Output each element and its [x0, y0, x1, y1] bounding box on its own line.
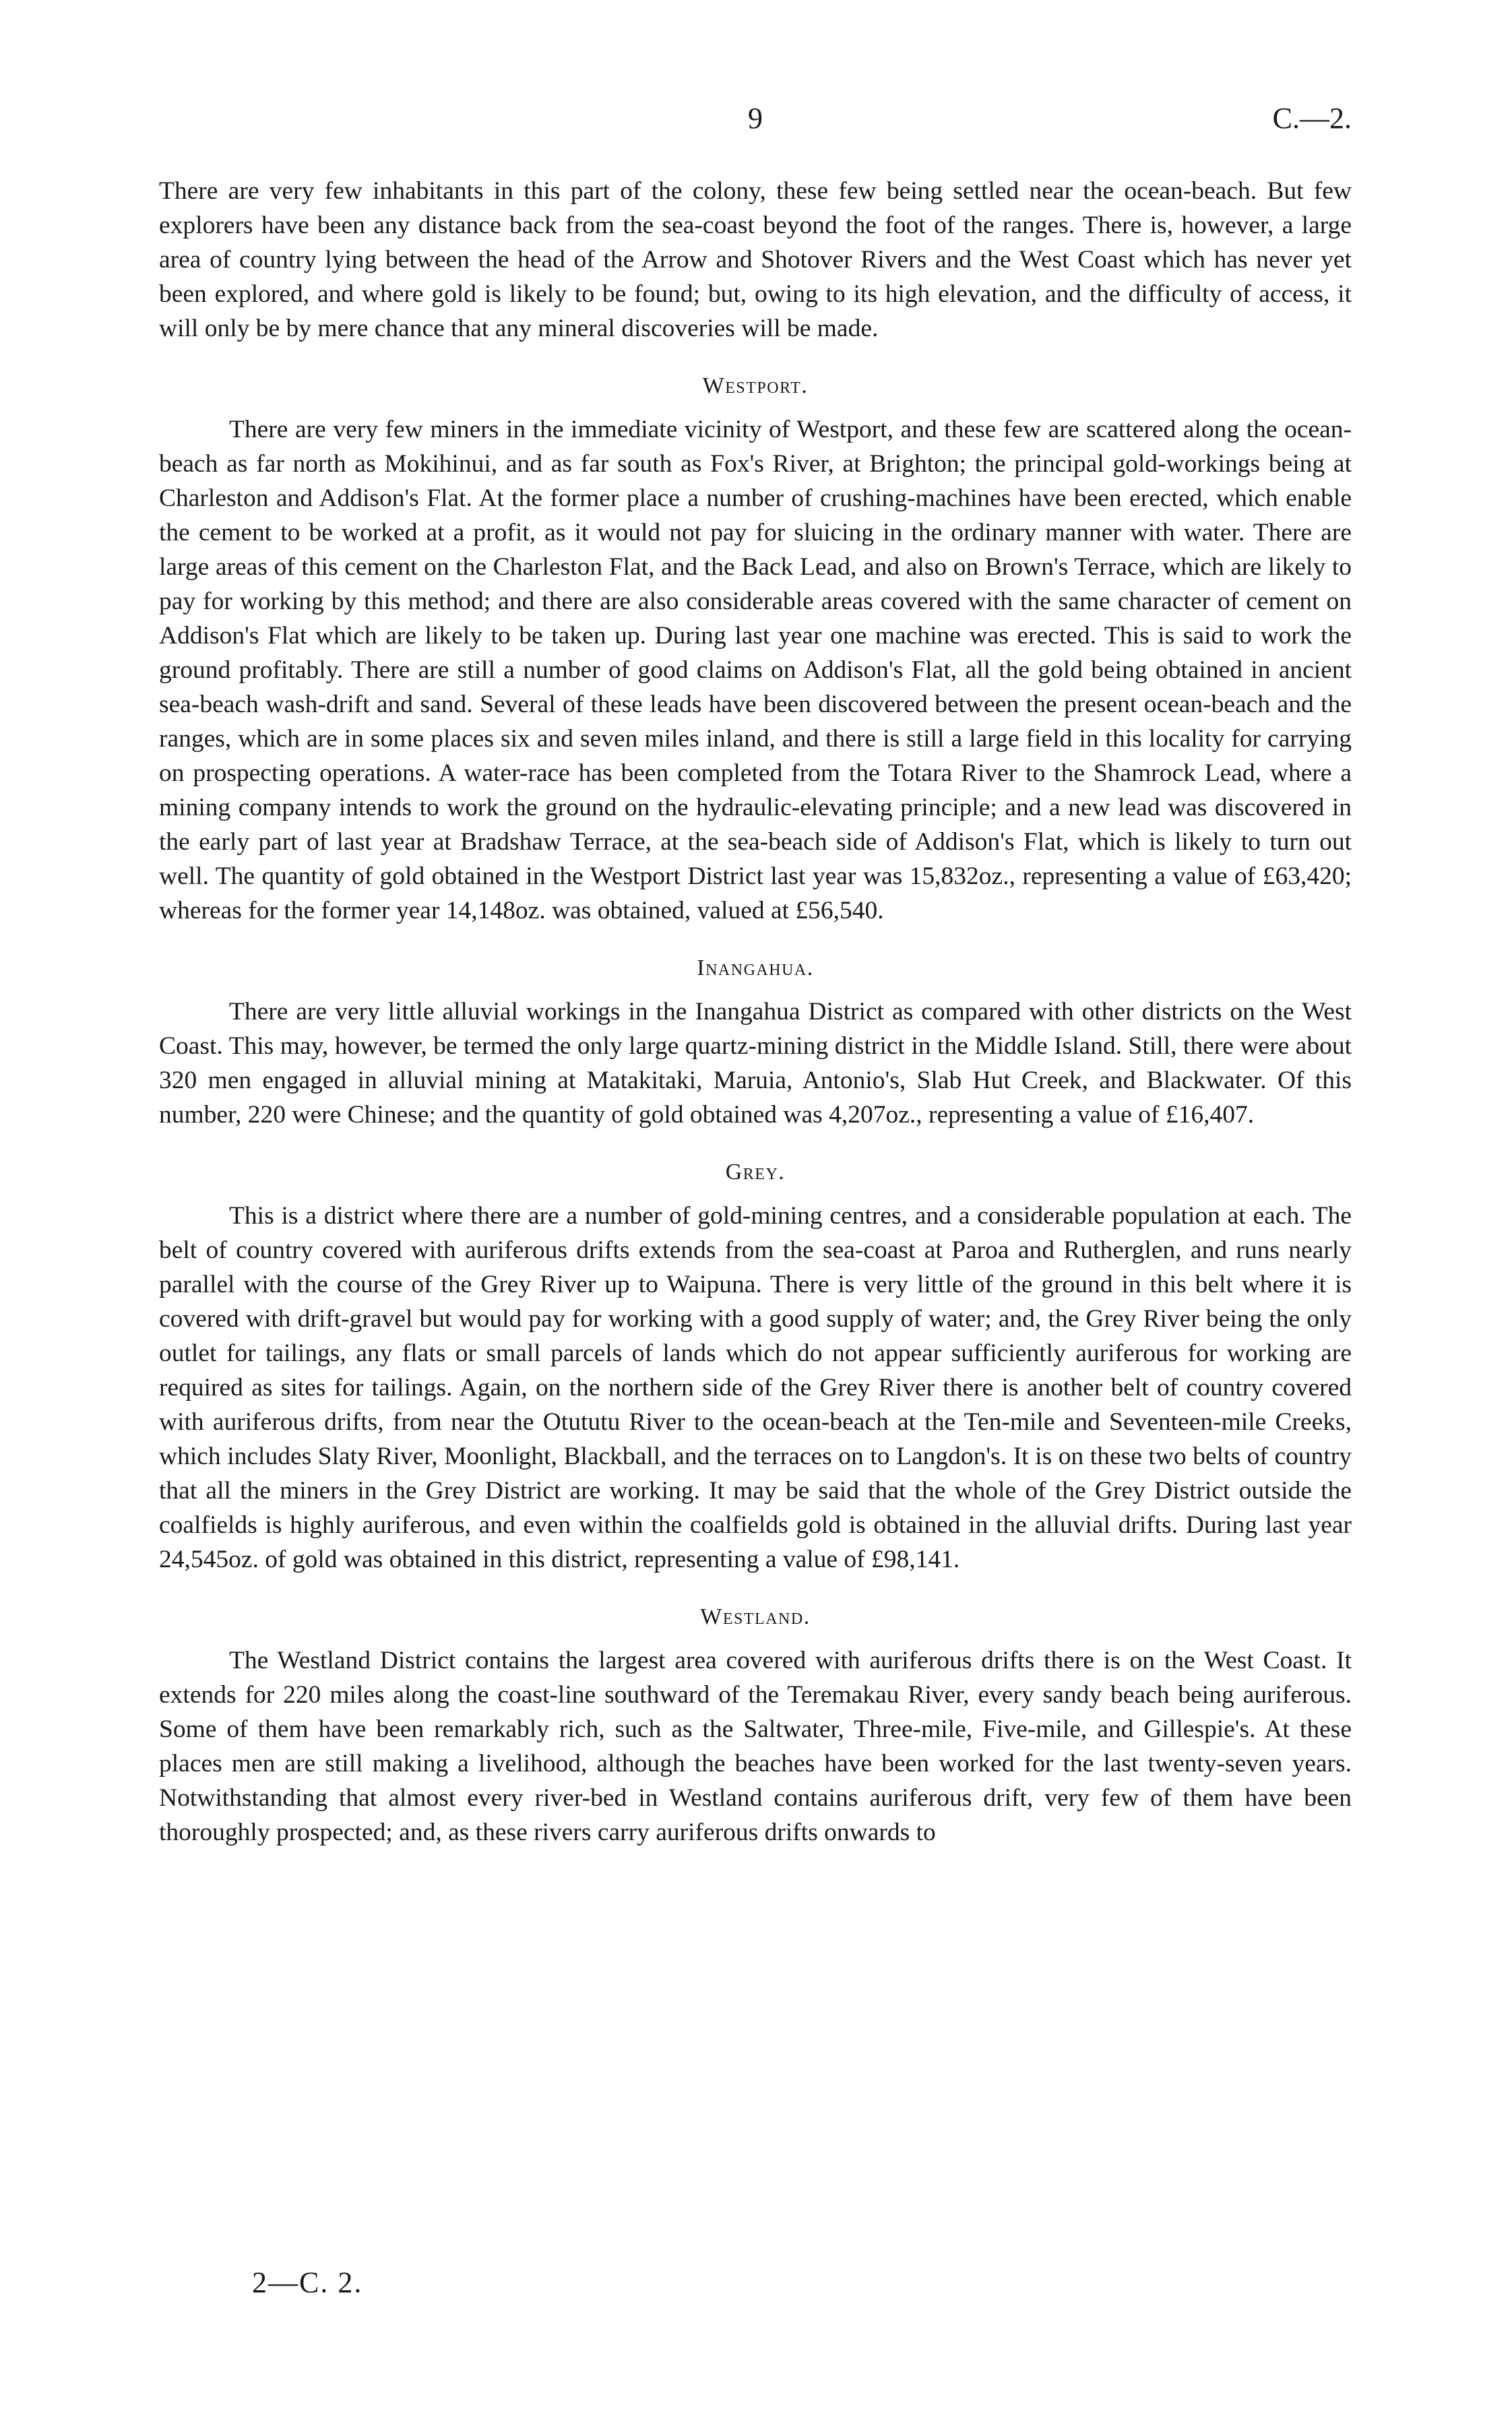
page-number: 9 — [748, 102, 763, 135]
document-code: C.—2. — [1272, 102, 1352, 135]
intro-paragraph: There are very few inhabitants in this part of the colony, these few being settled near the ocean-beach. But few explorers have been any distance back from the sea-coast beyond the foot of the ranges. There is, however, a large area of country lying between the head of the Arrow and Shotover Rivers and the West Coast which has never yet been explored, and where gold is likely to be found; but, owing to its high elevation, and the difficulty of access, it will only be by mere chance that any mineral discoveries will be made. — [159, 177, 1352, 342]
section-paragraph-westland: The Westland District contains the largest area covered with auriferous drifts there is on the West Coast. It extends for 220 miles along the coast-line southward of the Teremakau River, every sandy beach being auriferous. Some of them have been remarkably rich, such as the Saltwater, Three-mile, Five-mile, and Gillespie's. At these places men are still making a livelihood, although the beaches have been worked for the last twenty-seven years. Notwithstanding that almost every river-bed in Westland contains auriferous drift, very few of them have been thoroughly prospected; and, as these rivers carry auriferous drifts onwards to — [159, 1647, 1352, 1846]
section-heading-inangahua: Inangahua. — [697, 955, 814, 980]
signature-mark: 2—C. 2. — [252, 2266, 363, 2299]
section-paragraph-westport: There are very few miners in the immediate vicinity of Westport, and these few are scattered along the ocean-beach as far north as Mokihinui, and as far south as Fox's River, at Brighton; the principal gold-workings being at Charleston and Addison's Flat. At the former place a number of crushing-machines have been erected, which enable the cement to be worked at a profit, as it would not pay for sluicing in the ordinary manner with water. There are large areas of this cement on the Charleston Flat, and the Back Lead, and also on Brown's Terrace, which are likely to pay for working by this method; and there are also considerable areas covered with the same character of cement on Addison's Flat which are likely to be taken up. During last year one machine was erected. This is said to work the ground profitably. There are still a number of good claims on Addison's Flat, all the gold being obtained in ancient sea-beach wash-drift and sand. Several of these leads have been discovered between the present ocean-beach and the ranges, which are in some places six and seven miles inland, and there is still a large field in this locality for carrying on prospecting operations. A water-race has been completed from the Totara River to the Shamrock Lead, where a mining company intends to work the ground on the hydraulic-elevating principle; and a new lead was discovered in the early part of last year at Bradshaw Terrace, at the sea-beach side of Addison's Flat, which is likely to turn out well. The quantity of gold obtained in the Westport District last year was 15,832oz., representing a value of £63,420; whereas for the former year 14,148oz. was obtained, valued at £56,540. — [159, 416, 1352, 924]
section-heading-grey: Grey. — [725, 1160, 786, 1185]
section-heading-westport: Westport. — [702, 373, 809, 398]
document-body — [159, 174, 1352, 1850]
section-paragraph-grey: This is a district where there are a number of gold-mining centres, and a considerable population at each. The belt of country covered with auriferous drifts extends from the sea-coast at Paroa and Rutherglen, and runs nearly parallel with the course of the Grey River up to Waipuna. There is very little of the ground in this belt where it is covered with drift-gravel but would pay for working with a good supply of water; and, the Grey River being the only outlet for tailings, any flats or small parcels of lands which do not appear sufficiently auriferous for working are required as sites for tailings. Again, on the northern side of the Grey River there is another belt of country covered with auriferous drifts, from near the Otututu River to the ocean-beach at the Ten-mile and Seventeen-mile Creeks, which includes Slaty River, Moonlight, Blackball, and the terraces on to Langdon's. It is on these two belts of country that all the miners in the Grey District are working. It may be said that the whole of the Grey District outside the coalfields is highly auriferous, and even within the coalfields gold is obtained in the alluvial drifts. During last year 24,545oz. of gold was obtained in this district, representing a value of £98,141. — [159, 1202, 1352, 1573]
section-paragraph-inangahua: There are very little alluvial workings in the Inangahua District as compared with other districts on the West Coast. This may, however, be termed the only large quartz-mining district in the Middle Island. Still, there were about 320 men engaged in alluvial mining at Matakitaki, Maruia, Antonio's, Slab Hut Creek, and Blackwater. Of this number, 220 were Chinese; and the quantity of gold obtained was 4,207oz., representing a value of £16,407. — [159, 998, 1352, 1129]
section-heading-westland: Westland. — [700, 1604, 811, 1629]
page-header — [159, 101, 1352, 141]
